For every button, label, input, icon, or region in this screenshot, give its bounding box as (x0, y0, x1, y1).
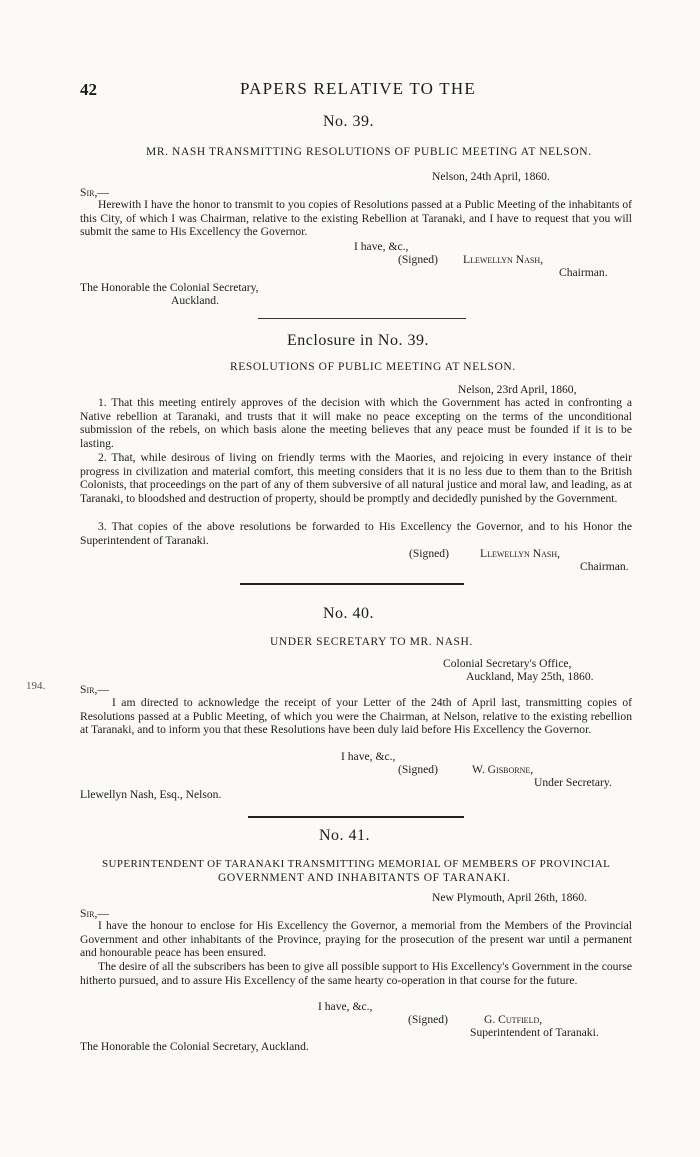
doc-40-place-date: Auckland, May 25th, 1860. (466, 670, 594, 683)
doc-41-heading-line2: GOVERNMENT AND INHABITANTS OF TARANAKI. (218, 872, 511, 884)
doc-41-body-1 (80, 919, 632, 960)
doc-41-signatory-title: Superintendent of Taranaki. (470, 1026, 599, 1039)
section-divider-thick (240, 583, 464, 585)
doc-39-place-date: Nelson, 24th April, 1860. (432, 170, 550, 183)
doc-39-body-text: Herewith I have the honor to transmit to you copies of Resolutions passed at a Public Meeting of the inhabitants of this City, of which I was Chairman, relative to the existing Rebellion at Taranaki, and I have to request that you will submit the same to His Excellency the Governor. (80, 198, 632, 239)
doc-40-signatory-title: Under Secretary. (534, 776, 612, 789)
doc-40-office: Colonial Secretary's Office, (443, 657, 572, 670)
resolution-3-text: 3. That copies of the above resolutions be forwarded to His Excellency the Governor, and to his Honor the Superintendent of Taranaki. (80, 520, 632, 547)
page-number: 42 (80, 80, 97, 99)
doc-40-body-text: I am directed to acknowledge the receipt of your Letter of the 24th of April last, transmitting copies of Resolutions passed at a Public Meeting, of which you were the Chairman, at Nelson, relative to the existing rebellion at Taranaki, and to inform you that these Resolutions have been duly laid before His Excellency the Governor. (80, 696, 632, 737)
doc-40-heading: UNDER SECRETARY TO MR. NASH. (270, 636, 473, 648)
doc-39-closing: I have, &c., (354, 240, 409, 253)
doc-41-body-2-text: The desire of all the subscribers has been to give all possible support to His Excellency's Government in the course hitherto pursued, and to assure His Excellency of the same hearty co-operation in that course for the future. (80, 960, 632, 987)
enclosure-39-heading: RESOLUTIONS OF PUBLIC MEETING AT NELSON. (230, 361, 516, 373)
doc-40-salutation: Sir,— (80, 683, 109, 696)
doc-41-salutation: Sir,— (80, 907, 109, 920)
section-divider (258, 318, 466, 319)
resolution-2-text: 2. That, while desirous of living on friendly terms with the Maories, and rejoicing in every instance of their progress in civilization and material comfort, this meeting considers that it is no less due to them than to the British Colonists, that proceedings on the part of any of them subversive of all natural justice and moral law, and leading, as at Taranaki, to bloodshed and destruction of property, should be promptly and decidedly punished by the Government. (80, 451, 632, 505)
doc-41-body-1-text: I have the honour to enclose for His Excellency the Governor, a memorial from the Members of the Provincial Government and other inhabitants of the Province, praying for the prosecution of the present war until a permanent and honourable peace has been ensured. (80, 919, 632, 960)
doc-40-body (80, 696, 632, 737)
doc-39-heading: MR. NASH TRANSMITTING RESOLUTIONS OF PUBLIC MEETING AT NELSON. (146, 146, 592, 158)
section-divider-thick (248, 816, 464, 818)
doc-40-signed: (Signed) (398, 763, 438, 776)
doc-39-addressee: The Honorable the Colonial Secretary, (80, 281, 259, 294)
doc-41-signatory: G. Cutfield, (484, 1013, 543, 1026)
margin-note: 194. (26, 680, 46, 692)
resolution-2 (80, 451, 632, 505)
enclosure-39-signed: (Signed) (409, 547, 449, 560)
resolution-1 (80, 396, 632, 450)
doc-41-body-2 (80, 960, 632, 987)
doc-39-signatory-title: Chairman. (559, 266, 608, 279)
doc-41-number: No. 41. (319, 827, 371, 844)
resolution-3 (80, 520, 632, 547)
doc-39-body (80, 198, 632, 239)
doc-41-signed: (Signed) (408, 1013, 448, 1026)
running-title: PAPERS RELATIVE TO THE (240, 79, 476, 98)
doc-40-closing: I have, &c., (341, 750, 396, 763)
doc-40-signatory: W. Gisborne, (472, 763, 534, 776)
doc-41-place-date: New Plymouth, April 26th, 1860. (432, 891, 587, 904)
enclosure-39-place-date: Nelson, 23rd April, 1860, (458, 383, 577, 396)
enclosure-39-signatory: Llewellyn Nash, (480, 547, 560, 560)
doc-41-heading-line1: SUPERINTENDENT OF TARANAKI TRANSMITTING MEMORIAL OF MEMBERS OF PROVINCIAL (102, 858, 611, 870)
enclosure-39-title: Enclosure in No. 39. (287, 332, 429, 349)
doc-40-addressee: Llewellyn Nash, Esq., Nelson. (80, 788, 222, 801)
doc-40-number: No. 40. (323, 605, 375, 622)
doc-39-salutation: Sir,— (80, 186, 109, 199)
doc-39-signatory: Llewellyn Nash, (463, 253, 543, 266)
resolution-1-text: 1. That this meeting entirely approves of the decision with which the Government has acted in confronting a Native rebellion at Taranaki, and trusts that it will make no peace excepting on the terms of the unconditional submission of the rebels, on which basis alone the meeting believes that any peace must be founded if it is to be lasting. (80, 396, 632, 450)
enclosure-39-signatory-title: Chairman. (580, 560, 629, 573)
doc-39-number: No. 39. (323, 113, 375, 130)
doc-39-addressee-place: Auckland. (171, 294, 219, 307)
doc-41-closing: I have, &c., (318, 1000, 373, 1013)
doc-41-addressee: The Honorable the Colonial Secretary, Auckland. (80, 1040, 309, 1053)
doc-39-signed: (Signed) (398, 253, 438, 266)
